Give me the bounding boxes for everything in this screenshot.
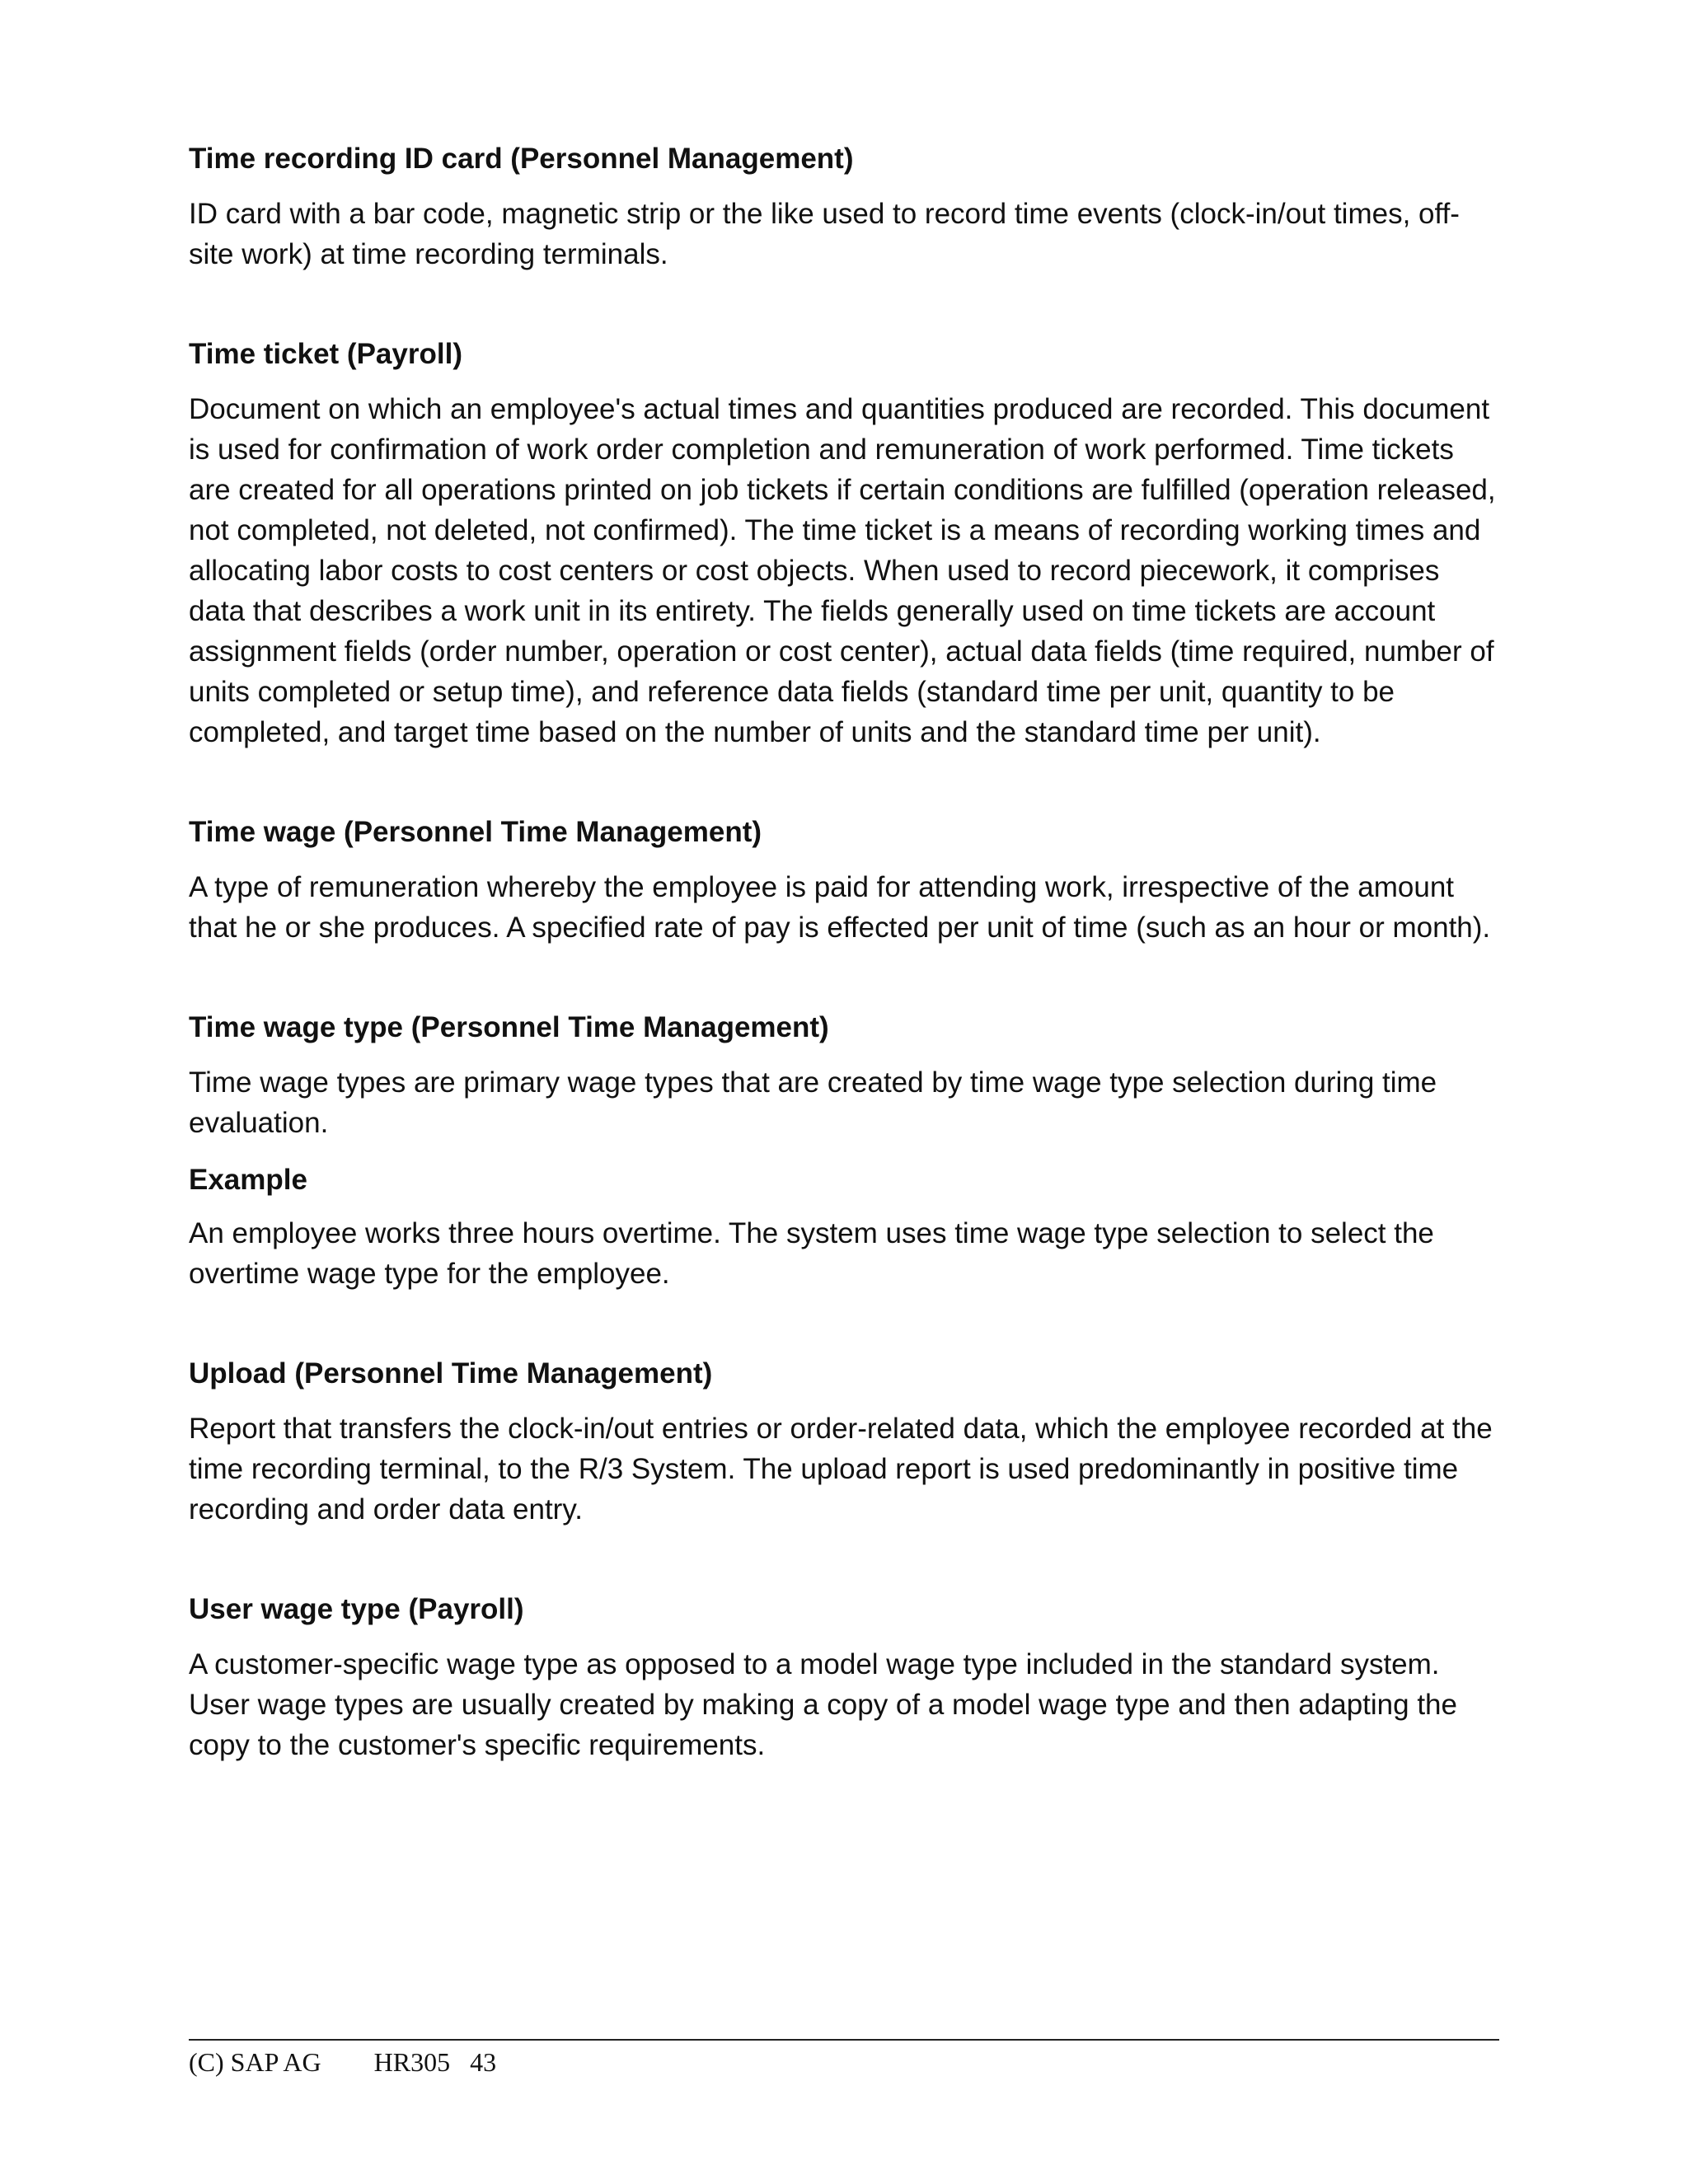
entry-definition: Document on which an employee's actual times and quantities produced are recorded. This document is used for confirmation of work order completion and remuneration of work performed. Time tickets are created for all operations printed on job tickets if certain conditions are fulfilled (operation released, not completed, not deleted, not confirmed). The time ticket is a means of recording working times and allocating labor costs to cost centers or cost objects. When used to record piecework, it comprises data that describes a work unit in its entirety. The fields generally used on time tickets are account assignment fields (order number, operation or cost center), actual data fields (time required, number of units completed or setup time), and reference data fields (standard time per unit, quantity to be completed, and target time based on the number of units and the standard time per unit). — [189, 393, 1496, 748]
entry-definition: A type of remuneration whereby the employee is paid for attending work, irrespective of the amount that he or she produces. A specified rate of pay is effected per unit of time (such as an hour or month). — [189, 871, 1491, 944]
glossary-page — [189, 138, 1499, 1825]
entry-title: Time wage (Personnel Time Management) — [189, 816, 762, 848]
footer-text — [189, 2046, 1499, 2079]
example-heading: Example — [189, 1164, 307, 1196]
footer-course-code: HR305 — [373, 2047, 451, 2077]
example-text: An employee works three hours overtime. The system uses time wage type selection to select the overtime wage type for the employee. — [189, 1217, 1434, 1290]
footer-divider — [189, 2039, 1499, 2041]
footer-copyright: (C) SAP AG — [189, 2047, 321, 2077]
glossary-entry-upload — [189, 1353, 1499, 1530]
page-footer — [189, 2039, 1499, 2079]
entry-title: Upload (Personnel Time Management) — [189, 1357, 713, 1390]
entry-definition: A customer-specific wage type as opposed to a model wage type included in the standard system. User wage types are usually created by making a copy of a model wage type and then adapting the copy to the customer's specific requirements. — [189, 1648, 1457, 1761]
entry-title: Time recording ID card (Personnel Management) — [189, 143, 854, 175]
footer-page-number: 43 — [470, 2047, 497, 2077]
glossary-entry-time-ticket — [189, 334, 1499, 752]
glossary-entry-time-wage — [189, 812, 1499, 948]
entry-definition: Time wage types are primary wage types that are created by time wage type selection during time evaluation. — [189, 1066, 1437, 1139]
entry-definition: ID card with a bar code, magnetic strip or the like used to record time events (clock-in/out times, off-site work) at time recording terminals. — [189, 198, 1460, 270]
entry-title: User wage type (Payroll) — [189, 1593, 524, 1625]
entry-title: Time ticket (Payroll) — [189, 338, 462, 370]
entry-title: Time wage type (Personnel Time Management) — [189, 1011, 829, 1043]
glossary-entry-time-recording-id-card — [189, 138, 1499, 274]
glossary-entry-time-wage-type — [189, 1007, 1499, 1294]
entry-definition: Report that transfers the clock-in/out entries or order-related data, which the employee recorded at the time recording terminal, to the R/3 System. The upload report is used predominantly in positive time recording and order data entry. — [189, 1413, 1493, 1526]
glossary-entry-user-wage-type — [189, 1589, 1499, 1765]
